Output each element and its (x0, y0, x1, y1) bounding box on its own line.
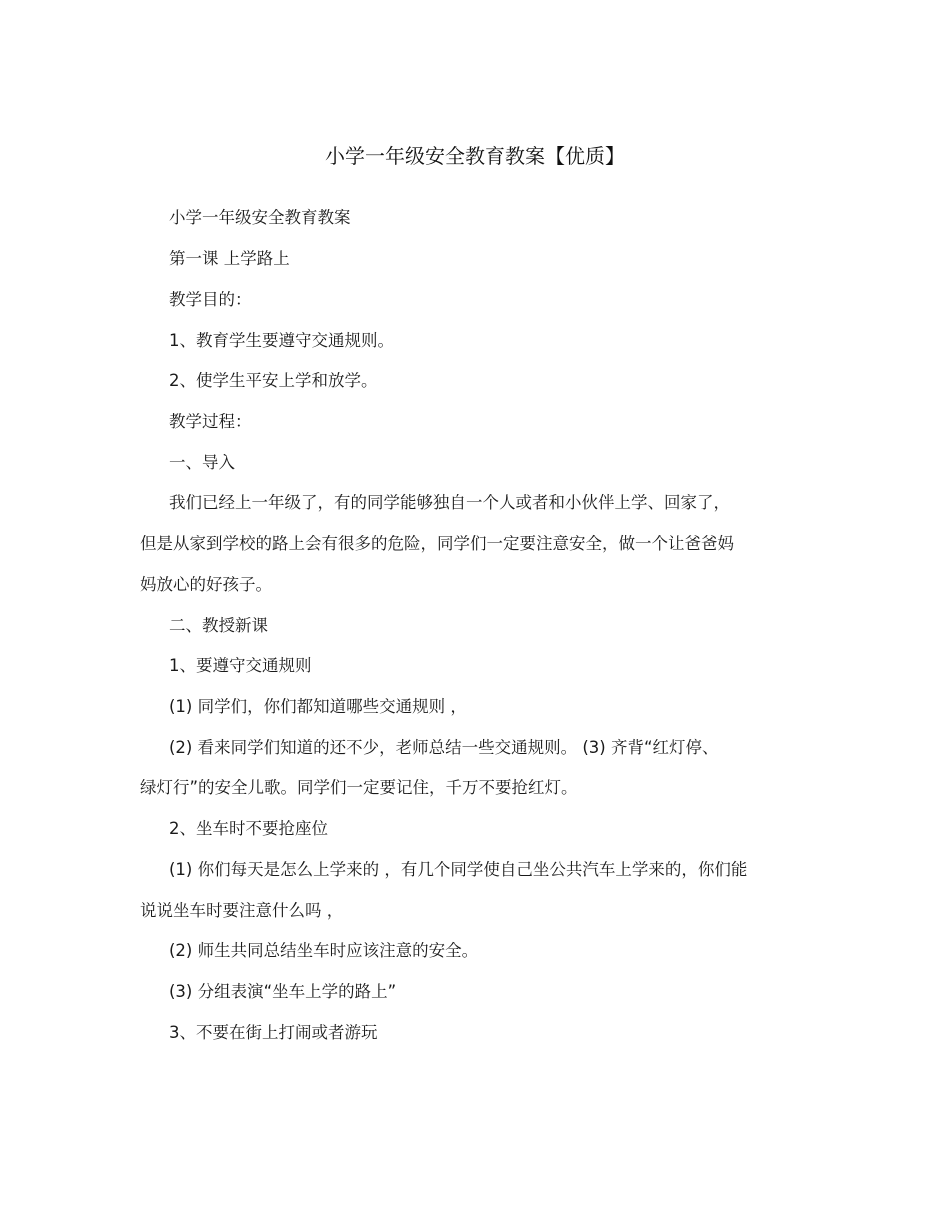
paragraph-line: 我们已经上一年级了，有的同学能够独自一个人或者和小伙伴上学、回家了， (169, 493, 730, 512)
goal-item-1: 1、教育学生要遵守交通规则。 (169, 331, 394, 350)
paragraph-line: 说说坐车时要注意什么吗 ， (140, 901, 344, 920)
subsection-heading: 2、坐车时不要抢座位 (169, 819, 328, 838)
section-heading-goals: 教学目的： (169, 290, 252, 309)
subsection-heading: 1、要遵守交通规则 (169, 656, 312, 675)
subsection-heading: 3、不要在街上打闹或者游玩 (169, 1023, 378, 1042)
paragraph-line: 妈放心的好孩子。 (140, 575, 272, 594)
step-heading-intro: 一、导入 (169, 453, 235, 472)
subtitle-line: 小学一年级安全教育教案 (169, 208, 351, 227)
step-heading-new-lesson: 二、教授新课 (169, 616, 268, 635)
goal-item-2: 2、使学生平安上学和放学。 (169, 371, 378, 390)
list-item: (2) 师生共同总结坐车时应该注意的安全。 (169, 941, 479, 960)
lesson-heading: 第一课 上学路上 (169, 249, 290, 268)
list-item: (3) 分组表演“坐车上学的路上” (169, 982, 397, 1001)
document-title: 小学一年级安全教育教案【优质】 (325, 144, 625, 168)
list-item: (2) 看来同学们知道的还不少，老师总结一些交通规则。 (3) 齐背“红灯停、 (169, 738, 719, 757)
section-heading-process: 教学过程： (169, 412, 252, 431)
paragraph-line: 但是从家到学校的路上会有很多的危险，同学们一定要注意安全，做一个让爸爸妈 (140, 534, 734, 553)
list-item: (1) 你们每天是怎么上学来的 ，有几个同学使自己坐公共汽车上学来的，你们能 (169, 860, 748, 879)
paragraph-line: 绿灯行”的安全儿歌。同学们一定要记住，千万不要抢红灯。 (140, 778, 578, 797)
list-item: (1) 同学们，你们都知道哪些交通规则 ， (169, 697, 467, 716)
